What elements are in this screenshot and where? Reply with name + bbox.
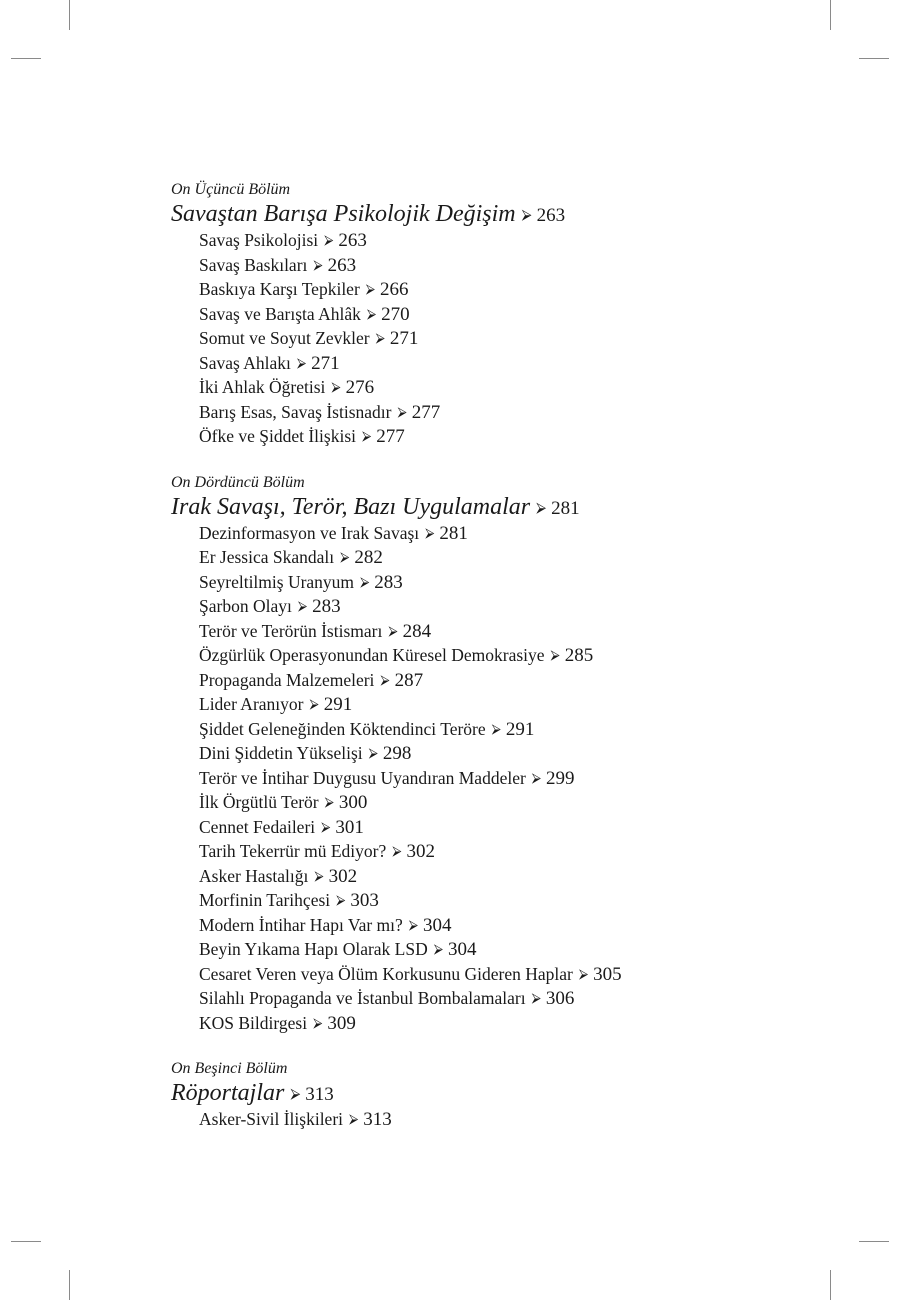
page-number: 304 (447, 939, 477, 960)
arrowhead-bullet-icon: ⮚ (388, 623, 398, 639)
toc-entry-text: Silahlı Propaganda ve İstanbul Bombalamaları (199, 988, 526, 1008)
chapter-number-label: On Üçüncü Bölüm (171, 181, 291, 198)
toc-entry-text: Şiddet Geleneğinden Köktendinci Teröre (199, 718, 486, 739)
crop-mark-right-upper (859, 58, 889, 59)
toc-entry-text: Savaş ve Barışta Ahlâk (199, 303, 361, 324)
toc-entry-text: Beyin Yıkama Hapı Olarak LSD (199, 939, 428, 959)
arrowhead-bullet-icon: ⮚ (324, 795, 334, 810)
toc-entry[interactable] (199, 1011, 851, 1036)
toc-entry[interactable] (199, 668, 851, 693)
arrowhead-bullet-icon: ⮚ (314, 868, 324, 884)
arrowhead-bullet-icon: ⮚ (425, 525, 435, 541)
page-number: 299 (546, 767, 575, 789)
chapter-title-text: Irak Savaşı, Terör, Bazı Uygulamalar (171, 493, 531, 520)
page-number: 263 (327, 254, 357, 276)
toc-entry[interactable] (199, 962, 851, 987)
toc-entry[interactable] (199, 888, 851, 913)
arrowhead-bullet-icon: ⮚ (362, 429, 372, 444)
chapter-section (171, 1059, 851, 1132)
page-number: 266 (380, 279, 409, 300)
toc-entry[interactable] (199, 302, 851, 327)
page-number: 263 (338, 230, 367, 251)
page-number: 302 (406, 841, 435, 862)
page-number: 281 (439, 522, 468, 544)
arrowhead-bullet-icon: ⮚ (313, 257, 323, 273)
chapter-title-text: Savaştan Barışa Psikolojik Değişim (171, 201, 516, 227)
toc-entry[interactable] (199, 815, 851, 840)
toc-entry[interactable] (199, 228, 851, 253)
arrowhead-bullet-icon: ⮚ (550, 648, 560, 663)
toc-entry-text: Cesaret Veren veya Ölüm Korkusunu Gideren Haplar (199, 963, 573, 984)
page-number: 263 (536, 205, 566, 226)
arrowhead-bullet-icon: ⮚ (365, 282, 376, 297)
arrowhead-bullet-icon: ⮚ (521, 207, 532, 223)
toc-entry-text: Barış Esas, Savaş İstisnadır (199, 401, 392, 422)
page-number: 309 (327, 1012, 356, 1034)
toc-entry[interactable] (199, 521, 851, 546)
toc-entry[interactable] (199, 692, 851, 717)
page-number: 301 (335, 816, 364, 838)
toc-entry-text: KOS Bildirgesi (199, 1012, 308, 1033)
toc-entry-text: Modern İntihar Hapı Var mı? (199, 914, 403, 935)
page-number: 271 (311, 352, 340, 374)
chapter-section (171, 473, 851, 1036)
arrowhead-bullet-icon: ⮚ (433, 942, 443, 957)
arrowhead-bullet-icon: ⮚ (297, 599, 308, 614)
toc-entry-text: Tarih Tekerrür mü Ediyor? (199, 841, 387, 861)
page-number: 305 (593, 963, 622, 985)
arrowhead-bullet-icon: ⮚ (380, 672, 390, 688)
arrowhead-bullet-icon: ⮚ (397, 404, 407, 420)
arrowhead-bullet-icon: ⮚ (360, 574, 370, 590)
chapter-title[interactable] (171, 1079, 851, 1107)
toc-entry[interactable] (199, 619, 851, 644)
toc-entry-text: İlk Örgütlü Terör (199, 792, 319, 812)
toc-entry-text: Er Jessica Skandalı (199, 547, 335, 567)
chapter-number-label: On Dördüncü Bölüm (171, 473, 305, 491)
toc-entry[interactable] (199, 937, 851, 962)
arrowhead-bullet-icon: ⮚ (331, 380, 341, 395)
page-number: 277 (376, 426, 405, 447)
toc-entry[interactable] (199, 400, 851, 425)
page-number: 271 (389, 328, 419, 349)
toc-entry[interactable] (199, 1107, 851, 1132)
chapter-title[interactable] (171, 493, 851, 521)
arrowhead-bullet-icon: ⮚ (324, 233, 334, 248)
toc-entry[interactable] (199, 741, 851, 766)
crop-mark-bottom-right (830, 1270, 831, 1300)
page-number: 285 (564, 645, 594, 666)
toc-entry-text: Özgürlük Operasyonundan Küresel Demokrasiye (199, 645, 545, 665)
toc-entry[interactable] (199, 839, 851, 864)
toc-entry-text: Morfinin Tarihçesi (199, 890, 331, 910)
arrowhead-bullet-icon: ⮚ (340, 550, 350, 565)
crop-mark-top-left (69, 0, 70, 30)
page-number: 303 (350, 890, 379, 911)
toc-entry[interactable] (199, 790, 851, 815)
toc-entry-text: Dini Şiddetin Yükselişi (199, 743, 363, 763)
toc-entry[interactable] (199, 643, 851, 668)
toc-entry-text: İki Ahlak Öğretisi (199, 377, 326, 397)
page-number: 276 (345, 377, 375, 398)
toc-entry[interactable] (199, 864, 851, 889)
page-number: 270 (381, 303, 410, 325)
toc-entry[interactable] (199, 253, 851, 278)
toc-entry-list (171, 228, 851, 449)
chapter-title[interactable] (171, 200, 851, 228)
page-number: 313 (363, 1109, 392, 1130)
arrowhead-bullet-icon: ⮚ (313, 1015, 323, 1031)
toc-entry[interactable] (199, 913, 851, 938)
arrowhead-bullet-icon: ⮚ (296, 355, 307, 371)
arrowhead-bullet-icon: ⮚ (336, 893, 346, 908)
page-number: 284 (402, 620, 432, 642)
page-number: 300 (338, 792, 368, 813)
toc-entry[interactable] (199, 766, 851, 791)
toc-entry[interactable] (199, 986, 851, 1011)
arrowhead-bullet-icon: ⮚ (531, 770, 542, 786)
toc-entry[interactable] (199, 545, 851, 570)
crop-mark-left-lower (11, 1241, 41, 1242)
toc-entry-list (171, 521, 851, 1036)
arrowhead-bullet-icon: ⮚ (368, 746, 378, 761)
arrowhead-bullet-icon: ⮚ (366, 306, 377, 322)
toc-entry-text: Savaş Baskıları (199, 254, 308, 275)
page-number: 302 (328, 865, 358, 887)
toc-entry[interactable] (199, 326, 851, 351)
page-number: 291 (505, 718, 535, 740)
page-number: 277 (411, 401, 441, 423)
crop-mark-right-lower (859, 1241, 889, 1242)
crop-mark-bottom-left (69, 1270, 70, 1300)
arrowhead-bullet-icon: ⮚ (491, 721, 501, 737)
toc-entry-text: Asker-Sivil İlişkileri (199, 1109, 344, 1129)
table-of-contents (171, 180, 851, 1156)
toc-entry[interactable] (199, 351, 851, 376)
toc-entry-text: Savaş Ahlakı (199, 352, 291, 373)
toc-entry-text: Terör ve İntihar Duygusu Uyandıran Maddeler (199, 767, 526, 788)
toc-entry-text: Şarbon Olayı (199, 596, 292, 616)
page-number: 306 (545, 988, 575, 1009)
crop-mark-left-upper (11, 58, 41, 59)
arrowhead-bullet-icon: ⮚ (531, 991, 541, 1006)
toc-entry-list (171, 1107, 851, 1132)
arrowhead-bullet-icon: ⮚ (392, 844, 402, 859)
toc-entry[interactable] (199, 594, 851, 619)
toc-entry-text: Baskıya Karşı Tepkiler (199, 279, 360, 299)
toc-entry[interactable] (199, 375, 851, 400)
arrowhead-bullet-icon: ⮚ (408, 917, 419, 933)
arrowhead-bullet-icon: ⮚ (309, 697, 319, 712)
toc-entry[interactable] (199, 717, 851, 742)
toc-entry-text: Seyreltilmiş Uranyum (199, 571, 355, 592)
toc-entry-text: Cennet Fedaileri (199, 816, 316, 837)
page-number: 287 (394, 669, 424, 691)
toc-entry-text: Dezinformasyon ve Irak Savaşı (199, 522, 420, 543)
chapter-number-label: On Beşinci Bölüm (171, 1060, 288, 1077)
toc-entry[interactable] (199, 277, 851, 302)
toc-entry-text: Asker Hastalığı (199, 865, 309, 886)
page-number: 304 (423, 914, 452, 936)
toc-entry-text: Propaganda Malzemeleri (199, 669, 375, 690)
crop-mark-top-right (830, 0, 831, 30)
page-number: 281 (551, 497, 580, 519)
page-number: 313 (305, 1084, 334, 1105)
chapter-title-text: Röportajlar (171, 1080, 285, 1106)
arrowhead-bullet-icon: ⮚ (578, 966, 589, 982)
arrowhead-bullet-icon: ⮚ (321, 819, 331, 835)
toc-entry[interactable] (199, 424, 851, 449)
toc-entry-text: Öfke ve Şiddet İlişkisi (199, 426, 356, 446)
arrowhead-bullet-icon: ⮚ (290, 1086, 301, 1102)
toc-entry-text: Savaş Psikolojisi (199, 230, 319, 250)
page-number: 298 (382, 743, 412, 764)
arrowhead-bullet-icon: ⮚ (349, 1112, 359, 1127)
chapter-section (171, 180, 851, 449)
page-number: 283 (312, 596, 341, 617)
arrowhead-bullet-icon: ⮚ (536, 499, 547, 516)
page-number: 291 (323, 694, 353, 715)
toc-entry-text: Terör ve Terörün İstismarı (199, 620, 383, 641)
page-number: 282 (354, 547, 383, 568)
page-number: 283 (374, 571, 403, 593)
toc-entry-text: Somut ve Soyut Zevkler (199, 328, 370, 348)
arrowhead-bullet-icon: ⮚ (375, 331, 385, 346)
toc-entry-text: Lider Aranıyor (199, 694, 304, 714)
toc-entry[interactable] (199, 570, 851, 595)
